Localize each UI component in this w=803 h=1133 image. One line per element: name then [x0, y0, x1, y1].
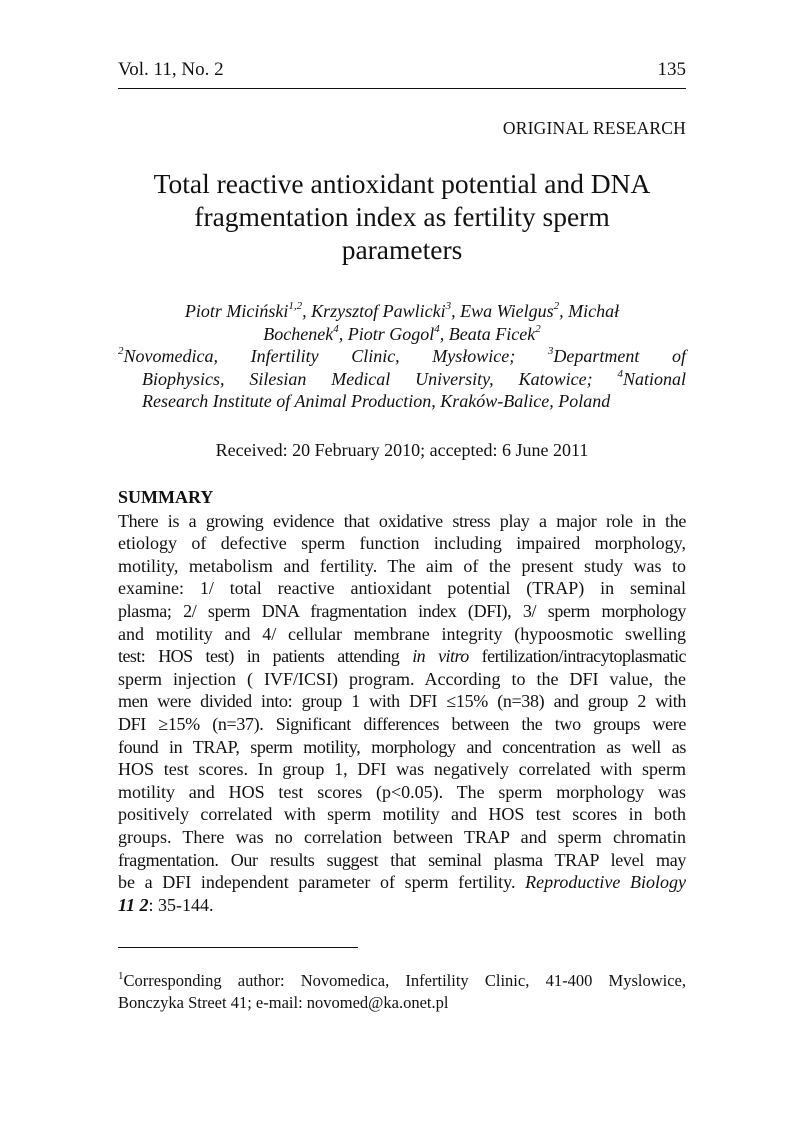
- author-affiliation-marker: 2: [535, 322, 541, 335]
- summary-emphasis: in vitro: [412, 646, 469, 667]
- citation-volume: 11 2: [118, 894, 149, 915]
- summary-line: positively correlated with sperm motility and HOS test scores in both: [118, 804, 686, 825]
- summary-line: found in TRAP, sperm motility, morphology and concentration as well as: [118, 736, 686, 757]
- author-name: , Beata Ficek: [439, 323, 536, 344]
- summary-line: HOS test scores. In group 1, DFI was negatively correlated with sperm: [118, 759, 686, 780]
- summary-line: sperm injection ( IVF/ICSI) program. According to the DFI value, the: [118, 668, 686, 689]
- summary-line: motility, metabolism and fertility. The aim of the present study was to: [118, 555, 686, 576]
- author-line-1: [118, 300, 686, 323]
- affiliation-marker: 4: [617, 367, 623, 380]
- summary-line: etiology of defective sperm function including impaired morphology,: [118, 533, 686, 554]
- summary-line: plasma; 2/ sperm DNA fragmentation index (DFI), 3/ sperm morphology: [118, 600, 686, 621]
- author-affiliation-marker: 4: [333, 322, 339, 335]
- summary-line: and motility and 4/ cellular membrane integrity (hypoosmotic swelling: [118, 623, 686, 644]
- affiliation-text: National: [622, 368, 686, 389]
- summary-line: motility and HOS test scores (p<0.05). The sperm morphology was: [118, 781, 686, 802]
- article-title: [118, 167, 686, 266]
- citation-pages: : 35-144.: [148, 894, 214, 915]
- received-dates: Received: 20 February 2010; accepted: 6 June 2011: [215, 440, 589, 460]
- affiliation-text: Biophysics, Silesian Medical University, Katowice;: [142, 368, 618, 389]
- affiliation-line-2: [118, 368, 686, 391]
- title-line-1: Total reactive antioxidant potential and DNA: [153, 168, 651, 199]
- author-name: , Michał: [559, 301, 620, 321]
- author-block: [118, 300, 686, 413]
- footnote-line-2: Bonczyka Street 41; e-mail: novomed@ka.onet.pl: [118, 993, 449, 1012]
- summary-heading: SUMMARY: [118, 487, 214, 507]
- summary-line: groups. There was no correlation between TRAP and sperm chromatin: [118, 826, 686, 847]
- article-type-label: ORIGINAL RESEARCH: [502, 118, 686, 138]
- footnote-divider: [118, 947, 358, 948]
- summary-line: DFI ≥15% (n=37). Significant differences between the two groups were: [118, 713, 686, 734]
- affiliation-line-1: [118, 345, 686, 368]
- title-line-3: parameters: [341, 234, 463, 265]
- footnote-marker: 1: [118, 969, 124, 982]
- summary-line: [118, 645, 686, 668]
- affiliation-marker: 3: [547, 345, 554, 357]
- affiliation-line-3: [118, 390, 686, 413]
- author-affiliation-marker: 2: [553, 300, 560, 312]
- footnote: [118, 970, 686, 1014]
- summary-line: fragmentation. Our results suggest that seminal plasma TRAP level may: [118, 849, 686, 870]
- author-name: , Ewa Wielgus: [451, 301, 554, 321]
- journal-citation: Reproductive Biology: [525, 872, 686, 893]
- author-name: , Krzysztof Pawlicki: [302, 301, 446, 321]
- author-name: Piotr Miciński: [184, 301, 289, 321]
- affiliation-text: Research Institute of Animal Production, Kraków-Balice, Poland: [142, 391, 611, 411]
- title-line-2: fragmentation index as fertility sperm: [194, 201, 610, 232]
- author-name: , Piotr Gogol: [338, 323, 435, 344]
- author-affiliation-marker: 4: [434, 322, 440, 335]
- affiliation-marker: 2: [118, 345, 124, 357]
- summary-section: [118, 486, 686, 916]
- summary-line: examine: 1/ total reactive antioxidant potential (TRAP) in seminal: [118, 578, 686, 599]
- page-number: 135: [657, 59, 686, 80]
- summary-line: [118, 871, 686, 894]
- summary-text: be a DFI independent parameter of sperm fertility.: [118, 872, 526, 893]
- author-line-2: [118, 323, 686, 346]
- affiliation-text: Department of: [553, 346, 686, 366]
- affiliation-text: Novomedica, Infertility Clinic, Mysłowice;: [123, 346, 548, 366]
- author-affiliation-marker: 1,2: [288, 300, 303, 312]
- summary-line: [118, 894, 686, 917]
- running-header: [118, 58, 686, 89]
- summary-text: fertilization/intracytoplasmatic: [468, 646, 686, 667]
- summary-text: test: HOS test) in patients attending: [118, 646, 413, 667]
- footnote-line-1: [118, 970, 686, 992]
- footnote-text: Corresponding author: Novomedica, Infertility Clinic, 41-400 Myslowice,: [123, 971, 686, 990]
- author-name: Bochenek: [263, 323, 334, 344]
- summary-line: There is a growing evidence that oxidative stress play a major role in the: [118, 510, 686, 531]
- author-affiliation-marker: 3: [445, 300, 452, 312]
- summary-line: men were divided into: group 1 with DFI ≤15% (n=38) and group 2 with: [118, 691, 686, 712]
- volume-label: Vol. 11, No. 2: [118, 59, 224, 80]
